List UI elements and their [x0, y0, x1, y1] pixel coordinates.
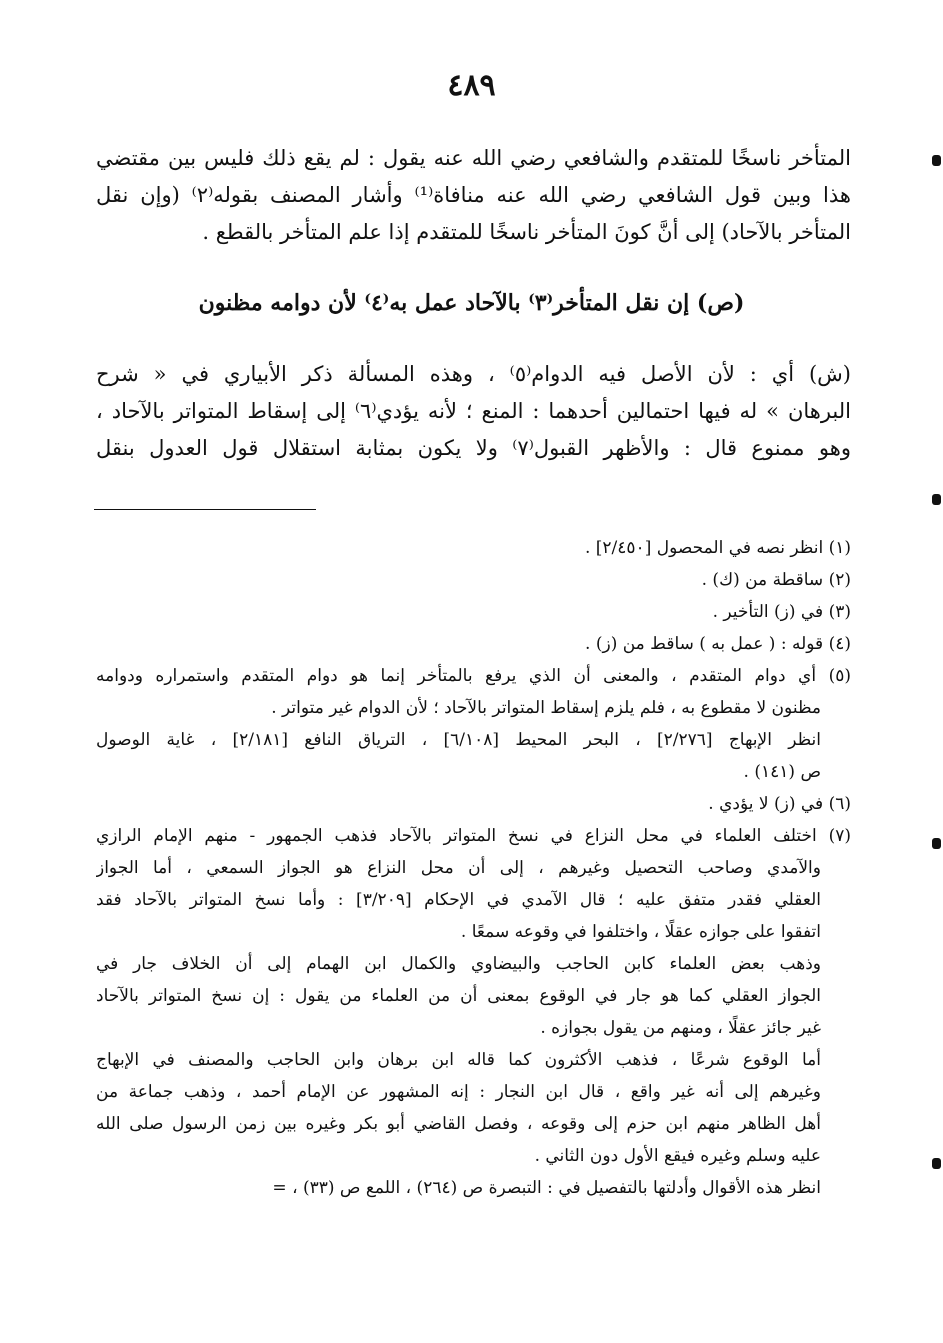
footnote-line: الجواز العقلي كما هو جار في الوقوع بمعنى أن من العلماء من يقول : إن نسخ المتواتر بالآحاد [96, 986, 821, 1006]
body-line: وهو ممنوع قال : والأظهر القبول⁽٧⁾ ولا يكون بمثابة استقلال قول العدول بنقل [96, 436, 851, 460]
section-heading: (ص) إن نقل المتأخر⁽٣⁾ بالآحاد عمل به⁽٤⁾ لأن دوامه مظنون [198, 290, 745, 316]
scan-edge-mark [932, 1158, 941, 1169]
footnote-line: وذهب بعض العلماء كابن الحاجب والبيضاوي والكمال ابن الهمام إلى أن الخلاف جار في [96, 954, 821, 974]
footnote-line: أما الوقوع شرعًا ، فذهب الأكثرون كما قاله ابن برهان وابن الحاجب والمصنف في الإبهاج [96, 1050, 821, 1070]
footnote-line: انظر الإبهاج [٢/٢٧٦] ، البحر المحيط [٦/١٠٨] ، الترياق النافع [٢/١٨١] ، غاية الوصول [96, 730, 822, 750]
footnote-line: (٤) قوله : ( عمل به ) ساقط من (ز) . [585, 634, 851, 654]
footnote-line: (٦) في (ز) لا يؤدي . [708, 794, 851, 814]
body-line: المتأخر بالآحاد) إلى أنَّ كونَ المتأخر ناسخًا للمتقدم إذا علم المتأخر بالقطع . [202, 220, 851, 244]
footnote-line: أهل الظاهر منهم ابن حزم إلى وقوعه ، وفصل القاضي أبو بكر وغيره بين زمن الرسول صلى الله [96, 1114, 821, 1134]
footnote-line: انظر هذه الأقوال وأدلتها بالتفصيل في : التبصرة ص (٢٦٤) ، اللمع ص (٣٣) ، = [272, 1178, 821, 1198]
footnote-line: (٧) اختلف العلماء في محل النزاع في نسخ المتواتر بالآحاد فذهب الجمهور - منهم الإمام الرازي [96, 826, 851, 846]
body-line: (ش) أي : لأن الأصل فيه الدوام⁽٥⁾ ، وهذه المسألة ذكر الأبياري في « شرح [96, 362, 851, 386]
footnote-line: والآمدي وصاحب التحصيل وغيرهم ، إلى أن محل النزاع هو الجواز السمعي ، أما الجواز [96, 858, 821, 878]
footnote-line: اتفقوا على جوازه عقلًا ، واختلفوا في وقوعه سمعًا . [460, 922, 821, 942]
footnote-separator [94, 509, 316, 510]
footnote-line: (٢) ساقطة من (ك) . [701, 570, 851, 590]
body-line: هذا وبين قول الشافعي رضي الله عنه منافاة⁽¹⁾ وأشار المصنف بقوله⁽٢⁾ (وإن نقل [96, 183, 851, 207]
scan-edge-mark [932, 155, 941, 166]
footnote-line: العقلي فقدر متفق عليه ؛ قال الآمدي في الإحكام [٣/٢٠٩] : وأما نسخ المتواتر بالآحاد فقد [96, 890, 821, 910]
paragraph-2 [96, 356, 851, 467]
scan-edge-mark [932, 838, 941, 849]
footnote-line: عليه وسلم وغيره فيقع الأول دون الثاني . [534, 1146, 821, 1166]
footnote-line: غير جائز عقلًا ، ومنهم من يقول بجوازه . [540, 1018, 821, 1038]
scan-edge-mark [932, 494, 941, 505]
footnote-line: ص (١٤١) . [743, 762, 821, 782]
footnote-line: (٥) أي دوام المتقدم ، والمعنى أن الذي يرفع بالمتأخر إنما هو دوام المتقدم واستمراره ودوامه [96, 666, 851, 686]
footnote-line: وغيرهم إلى أنه غير واقع ، قال ابن النجار : إنه المشهور عن الإمام أحمد ، وذهب جماعة من [96, 1082, 821, 1102]
footnote-line: مظنون لا مقطوع به ، فلم يلزم إسقاط المتواتر بالآحاد ؛ لأن الدوام غير متواتر . [271, 698, 821, 718]
footnotes [96, 532, 851, 1204]
body-line: المتأخر ناسخًا للمتقدم والشافعي رضي الله عنه يقول : لم يقع ذلك فليس بين مقتضي [96, 146, 851, 170]
page-number: ٤٨٩ [447, 68, 496, 103]
footnote-line: (٣) في (ز) التأخير . [712, 602, 851, 622]
paragraph-1 [96, 140, 851, 251]
footnote-line: (١) انظر نصه في المحصول [٢/٤٥٠] . [584, 538, 851, 558]
body-line: البرهان » له فيها احتمالين أحدهما : المنع ؛ لأنه يؤدي⁽٦⁾ إلى إسقاط المتواتر بالآحاد ، [96, 399, 851, 423]
